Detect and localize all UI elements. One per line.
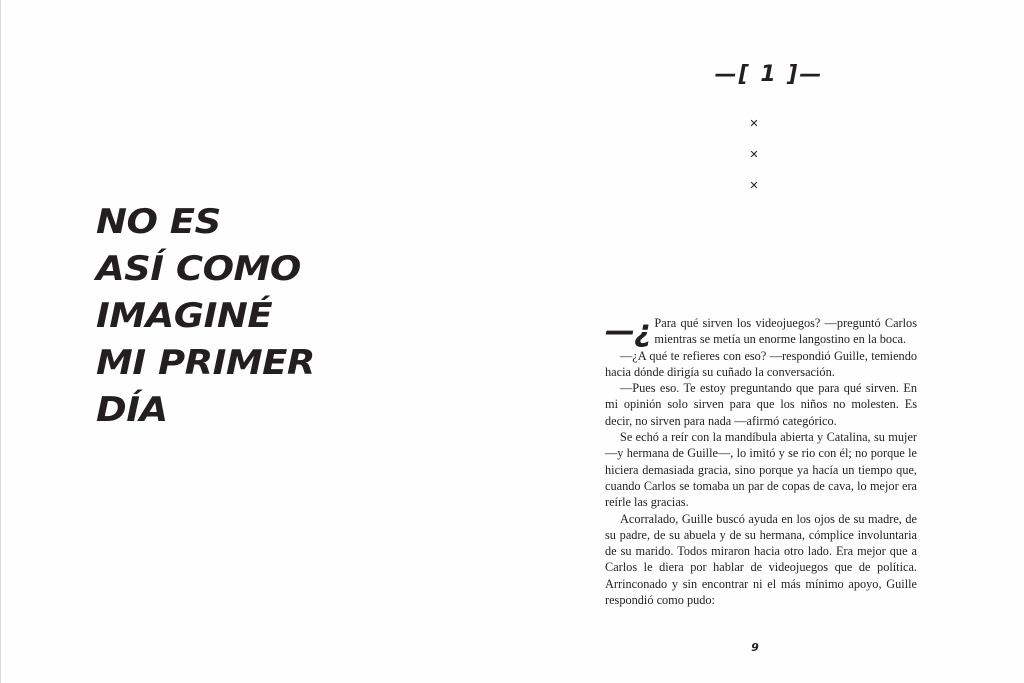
dropcap: —¿ bbox=[605, 314, 651, 349]
chapter-title-line: NO ES bbox=[96, 201, 221, 242]
chapter-title-line: IMAGINÉ bbox=[96, 295, 273, 336]
right-page bbox=[513, 0, 1024, 683]
paragraph: Se echó a reír con la mandíbula abierta y Catalina, su mujer —y hermana de Guille—, lo imitó y se rio con él; no porque le hiciera demasiada gracia, sino porque ya hacía un tiempo que, cuando Carlos se tomaba un par de copas de cava, lo mejor era reírle las gracias. bbox=[605, 430, 917, 510]
paragraph: Acorralado, Guille buscó ayuda en los ojos de su madre, de su padre, de su abuela y de su hermana, cómplice involuntaria de su marido. Todos miraron hacia otro lado. Era mejor que a Carlos le diera por hablar de videojuegos que de política. Arrinconado y sin encontrar ni el más mínimo apoyo, Guille respondió como pudo: bbox=[605, 511, 917, 608]
ornament-stack bbox=[747, 117, 761, 210]
chapter-number: —[ 1 ]— bbox=[714, 62, 824, 87]
ornament-icon: ✕ bbox=[749, 179, 759, 192]
paragraph: —¿A qué te refieres con eso? —respondió Guille, temiendo hacia dónde dirigía su cuñado la conversación. bbox=[605, 348, 917, 379]
paragraph: —Pues eso. Te estoy preguntando que para qué sirven. En mi opinión solo sirven para que los niños no molesten. Es decir, no sirven para nada —afirmó categórico. bbox=[605, 381, 917, 428]
page-number: 9 bbox=[751, 641, 759, 654]
chapter-title-line: DÍA bbox=[96, 389, 168, 430]
chapter-title-line: MI PRIMER bbox=[96, 342, 315, 383]
paragraph bbox=[605, 315, 917, 348]
paragraph-text: Para qué sirven los videojuegos? —preguntó Carlos mientras se metía un enorme langostino en la boca. bbox=[654, 316, 917, 347]
chapter-body bbox=[605, 315, 917, 608]
ornament-icon: ✕ bbox=[749, 117, 759, 130]
left-page bbox=[1, 0, 513, 683]
chapter-title-line: ASÍ COMO bbox=[96, 248, 301, 289]
ornament-icon: ✕ bbox=[749, 148, 759, 161]
chapter-title bbox=[96, 198, 315, 433]
